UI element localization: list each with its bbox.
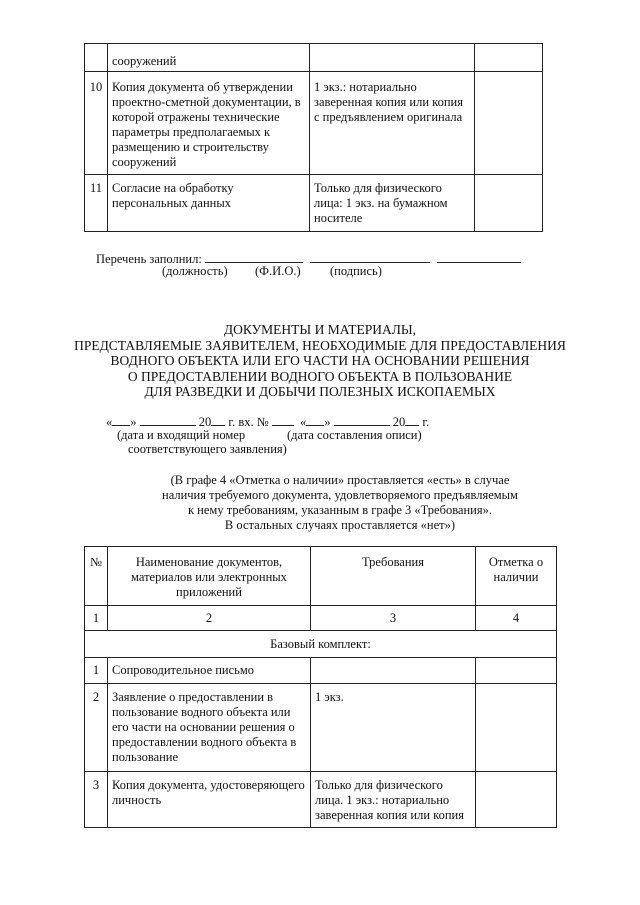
day-field (112, 412, 130, 426)
date-caption-1: (дата и входящий номер (117, 428, 246, 442)
filled-by-line (96, 249, 521, 267)
month-field-2 (334, 412, 390, 426)
fio-field (310, 249, 430, 263)
table-row (85, 658, 557, 684)
documents-table (84, 546, 557, 828)
signature-field (437, 249, 521, 263)
document-name: Копия документа, удостоверяющего личность (108, 772, 311, 828)
top-table (84, 43, 543, 232)
column-header-number: № (85, 547, 108, 606)
availability-mark (475, 175, 543, 232)
instructions-note: (В графе 4 «Отметка о наличии» проставляется «есть» в случае наличия требуемого документа, удовлетворяемого предъявляемым к нему требованиям, указанным в графе 3 «Требования». В остальных случаях проставляется «нет») (162, 473, 518, 532)
table-row (85, 772, 557, 828)
column-header-name: Наименование документов, материалов или электронных приложений (108, 547, 311, 606)
table-row (85, 175, 543, 232)
column-number-row: 1 2 3 4 (85, 606, 557, 631)
incoming-number-field (272, 412, 294, 426)
row-number (85, 44, 108, 72)
requirement: Только для физического лица. 1 экз.: нотариально заверенная копия или копия (311, 772, 476, 828)
table-row (85, 44, 543, 72)
document-name: сооружений (108, 44, 310, 72)
position-caption: (должность) (162, 264, 228, 278)
requirement: Только для физического лица: 1 экз. на бумажном носителе (310, 175, 475, 232)
date-caption-3: соответствующего заявления) (128, 442, 287, 456)
year-field (211, 412, 225, 426)
day-field-2 (306, 412, 324, 426)
row-number: 11 (85, 175, 108, 232)
column-header-requirements: Требования (311, 547, 476, 606)
row-number: 3 (85, 772, 108, 828)
document-name: Сопроводительное письмо (108, 658, 311, 684)
row-number: 2 (85, 684, 108, 772)
requirement (310, 44, 475, 72)
row-number: 1 (85, 658, 108, 684)
date-caption-2: (дата составления описи) (287, 428, 422, 442)
requirement: 1 экз. (311, 684, 476, 772)
page-title: ДОКУМЕНТЫ И МАТЕРИАЛЫ, ПРЕДСТАВЛЯЕМЫЕ ЗАЯВИТЕЛЕМ, НЕОБХОДИМЫЕ ДЛЯ ПРЕДОСТАВЛЕНИЯ ВОДНОГО ОБЪЕКТА ИЛИ ЕГО ЧАСТИ НА ОСНОВАНИИ РЕШЕНИЯ О ПРЕДОСТАВЛЕНИИ ВОДНОГО ОБЪЕКТА В ПОЛЬЗОВАНИЕ ДЛЯ РАЗВЕДКИ И ДОБЫЧИ ПОЛЕЗНЫХ ИСКОПАЕМЫХ (74, 322, 566, 399)
section-title: Базовый комплект: (85, 631, 557, 658)
signature-caption: (подпись) (330, 264, 382, 278)
document-name: Копия документа об утверждении проектно-сметной документации, в которой отражены технические параметры предполагаемых к размещению и строительству сооружений (108, 72, 310, 175)
requirement: 1 экз.: нотариально заверенная копия или копия с предъявлением оригинала (310, 72, 475, 175)
month-field (140, 412, 196, 426)
table-row (85, 72, 543, 175)
document-name: Согласие на обработку персональных данных (108, 175, 310, 232)
position-field (205, 249, 303, 263)
availability-mark (476, 658, 557, 684)
row-number: 10 (85, 72, 108, 175)
header-row (85, 547, 557, 606)
document-name: Заявление о предоставлении в пользование водного объекта или его части на основании решения о предоставлении водного объекта в пользование (108, 684, 311, 772)
year-field-2 (405, 412, 419, 426)
date-line: « » 20 г. вх. № « » 20 г. (106, 412, 429, 430)
filled-by-label: Перечень заполнил: (96, 252, 202, 266)
availability-mark (476, 684, 557, 772)
table-row (85, 684, 557, 772)
availability-mark (475, 72, 543, 175)
requirement (311, 658, 476, 684)
section-row (85, 631, 557, 658)
column-header-mark: Отметка о наличии (476, 547, 557, 606)
fio-caption: (Ф.И.О.) (255, 264, 301, 278)
availability-mark (476, 772, 557, 828)
availability-mark (475, 44, 543, 72)
